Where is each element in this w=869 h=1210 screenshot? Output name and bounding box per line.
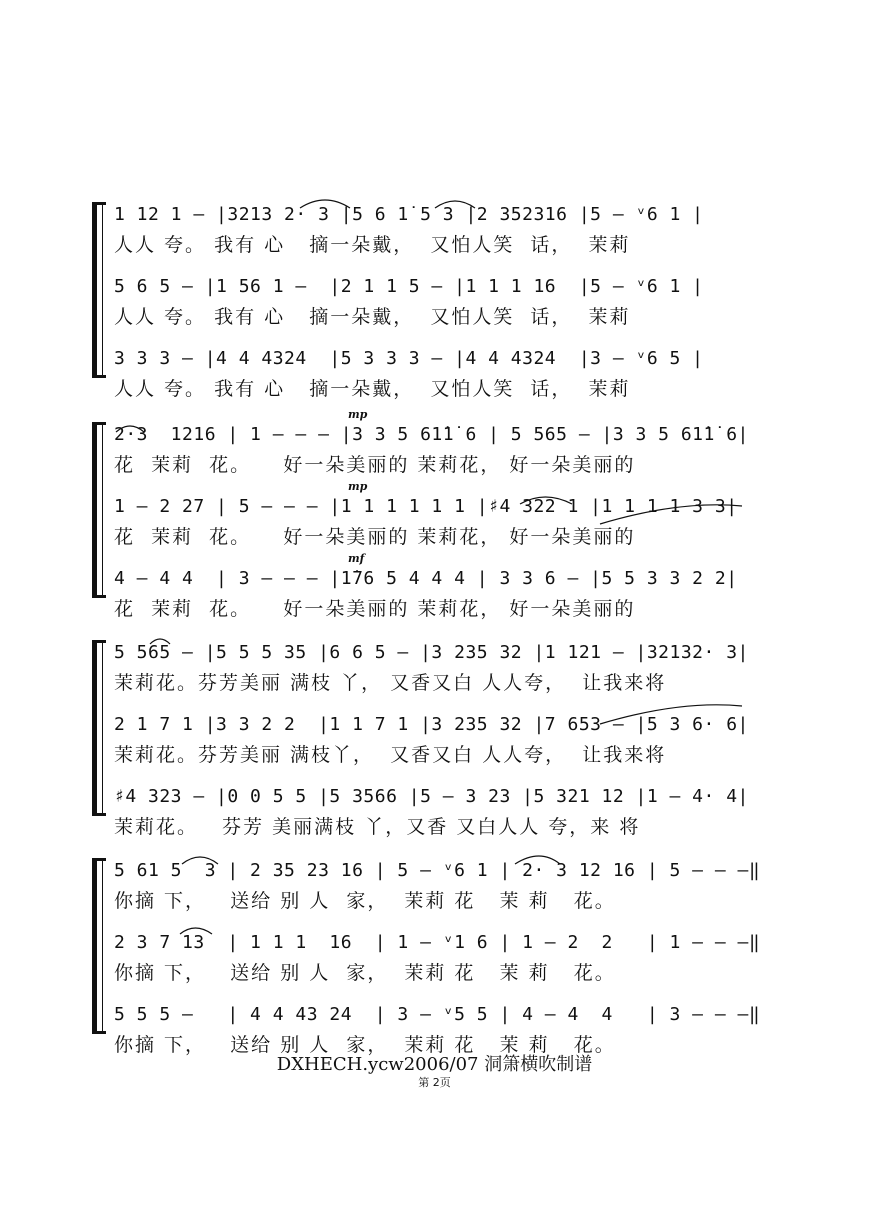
notation: 4 – 4 4 | 3 – – – |1̇76 5 4 4 4 | 3 3 6 – |5 5 3 3 2 2| (114, 568, 738, 589)
score-system-2 (92, 408, 752, 620)
notation: 5 5 5 – | 4 4 43 24 | 3 – ᵛ5 5 | 4 – 4 4 | 3 – – –‖ (114, 1004, 761, 1025)
notation: 2·3 1216 | 1 – – – |3 3 5 61̇1̇ 6 | 5 565 – |3 3 5 61̇1̇ 6| (114, 424, 749, 445)
notation: 5 6 5 – |1 56 1 – |2 1 1 5 – |1 1 1 16 |5 – ᵛ6 1 | (114, 276, 704, 297)
voice-3 (92, 552, 752, 630)
notation: 5 565 – |5 5 5 35 |6 6 5 – |3 235 32 |1 121 – |32132· 3| (114, 642, 749, 663)
lyrics: 人人 夸。 我有 心 摘一朵戴， 又怕人笑 话， 茉莉 (114, 378, 631, 400)
voice-2 (92, 274, 752, 338)
voice-2 (92, 480, 752, 558)
voice-1 (92, 640, 752, 704)
voice-1 (92, 408, 752, 486)
notation: 5 61 5 3 | 2 35 23 16 | 5 – ᵛ6 1 | 2· 3 12 16 | 5 – – –‖ (114, 860, 761, 881)
lyrics: 人人 夸。 我有 心 摘一朵戴， 又怕人笑 话， 茉莉 (114, 234, 631, 256)
notation: 1 – 2 27 | 5 – – – |1 1 1 1 1 1 |♯4 322 1 |1 1 1 1 3 3| (114, 496, 738, 517)
score-system-3 (92, 640, 752, 838)
lyrics: 茉莉花。 芬芳 美丽满枝 丫，又香 又白人人 夸，来 将 (114, 816, 641, 838)
notation: 2 3 7 13 | 1 1 1 16 | 1 – ᵛ1 6 | 1 – 2 2 | 1 – – –‖ (114, 932, 761, 953)
dynamic-marking: mf (348, 552, 365, 565)
score-system-1 (92, 202, 752, 400)
lyrics: 你摘 下， 送给 别 人 家， 茉莉 花 茉 莉 花。 (114, 890, 616, 912)
notation: ♯4 323 – |0 0 5 5 |5 3566 |5 – 3 23 |5 321 12 |1 – 4· 4| (114, 786, 749, 807)
page-number: 第 2页 (418, 1076, 451, 1089)
notation: 1 12 1 – |3213 2· 3 |5 6 1̇ 5 3 |2 352316 |5 – ᵛ6 1 | (114, 204, 704, 225)
dynamic-marking: mp (348, 408, 368, 421)
lyrics: 人人 夸。 我有 心 摘一朵戴， 又怕人笑 话， 茉莉 (114, 306, 631, 328)
voice-2 (92, 712, 752, 776)
lyrics: 花 茉莉 花。 好一朵美丽的 茉莉花， 好一朵美丽的 (114, 454, 636, 476)
notation: 2 1 7 1 |3 3 2 2 |1 1 7 1 |3 235 32 |7 653 – |5 3 6· 6| (114, 714, 749, 735)
notation: 3 3 3 – |4 4 4324 |5 3 3 3 – |4 4 4324 |3 – ᵛ6 5 | (114, 348, 704, 369)
lyrics: 你摘 下， 送给 别 人 家， 茉莉 花 茉 莉 花。 (114, 962, 616, 984)
footer-credit: DXHECH.ycw2006/07 洞箫横吹制谱 (276, 1054, 593, 1075)
lyrics: 茉莉花。芬芳美丽 满枝丫， 又香又白 人人夸， 让我来将 (114, 744, 667, 766)
dynamic-marking: mp (348, 480, 368, 493)
voice-3 (92, 346, 752, 410)
voice-3 (92, 784, 752, 848)
lyrics: 花 茉莉 花。 好一朵美丽的 茉莉花， 好一朵美丽的 (114, 526, 636, 548)
score-system-4 (92, 858, 761, 1056)
voice-1 (92, 858, 761, 922)
voice-1 (92, 202, 752, 266)
lyrics: 你摘 下， 送给 别 人 家， 茉莉 花 茉 莉 花。 (114, 1034, 616, 1056)
voice-2 (92, 930, 761, 994)
lyrics: 花 茉莉 花。 好一朵美丽的 茉莉花， 好一朵美丽的 (114, 598, 636, 620)
lyrics: 茉莉花。芬芳美丽 满枝 丫， 又香又白 人人夸， 让我来将 (114, 672, 667, 694)
